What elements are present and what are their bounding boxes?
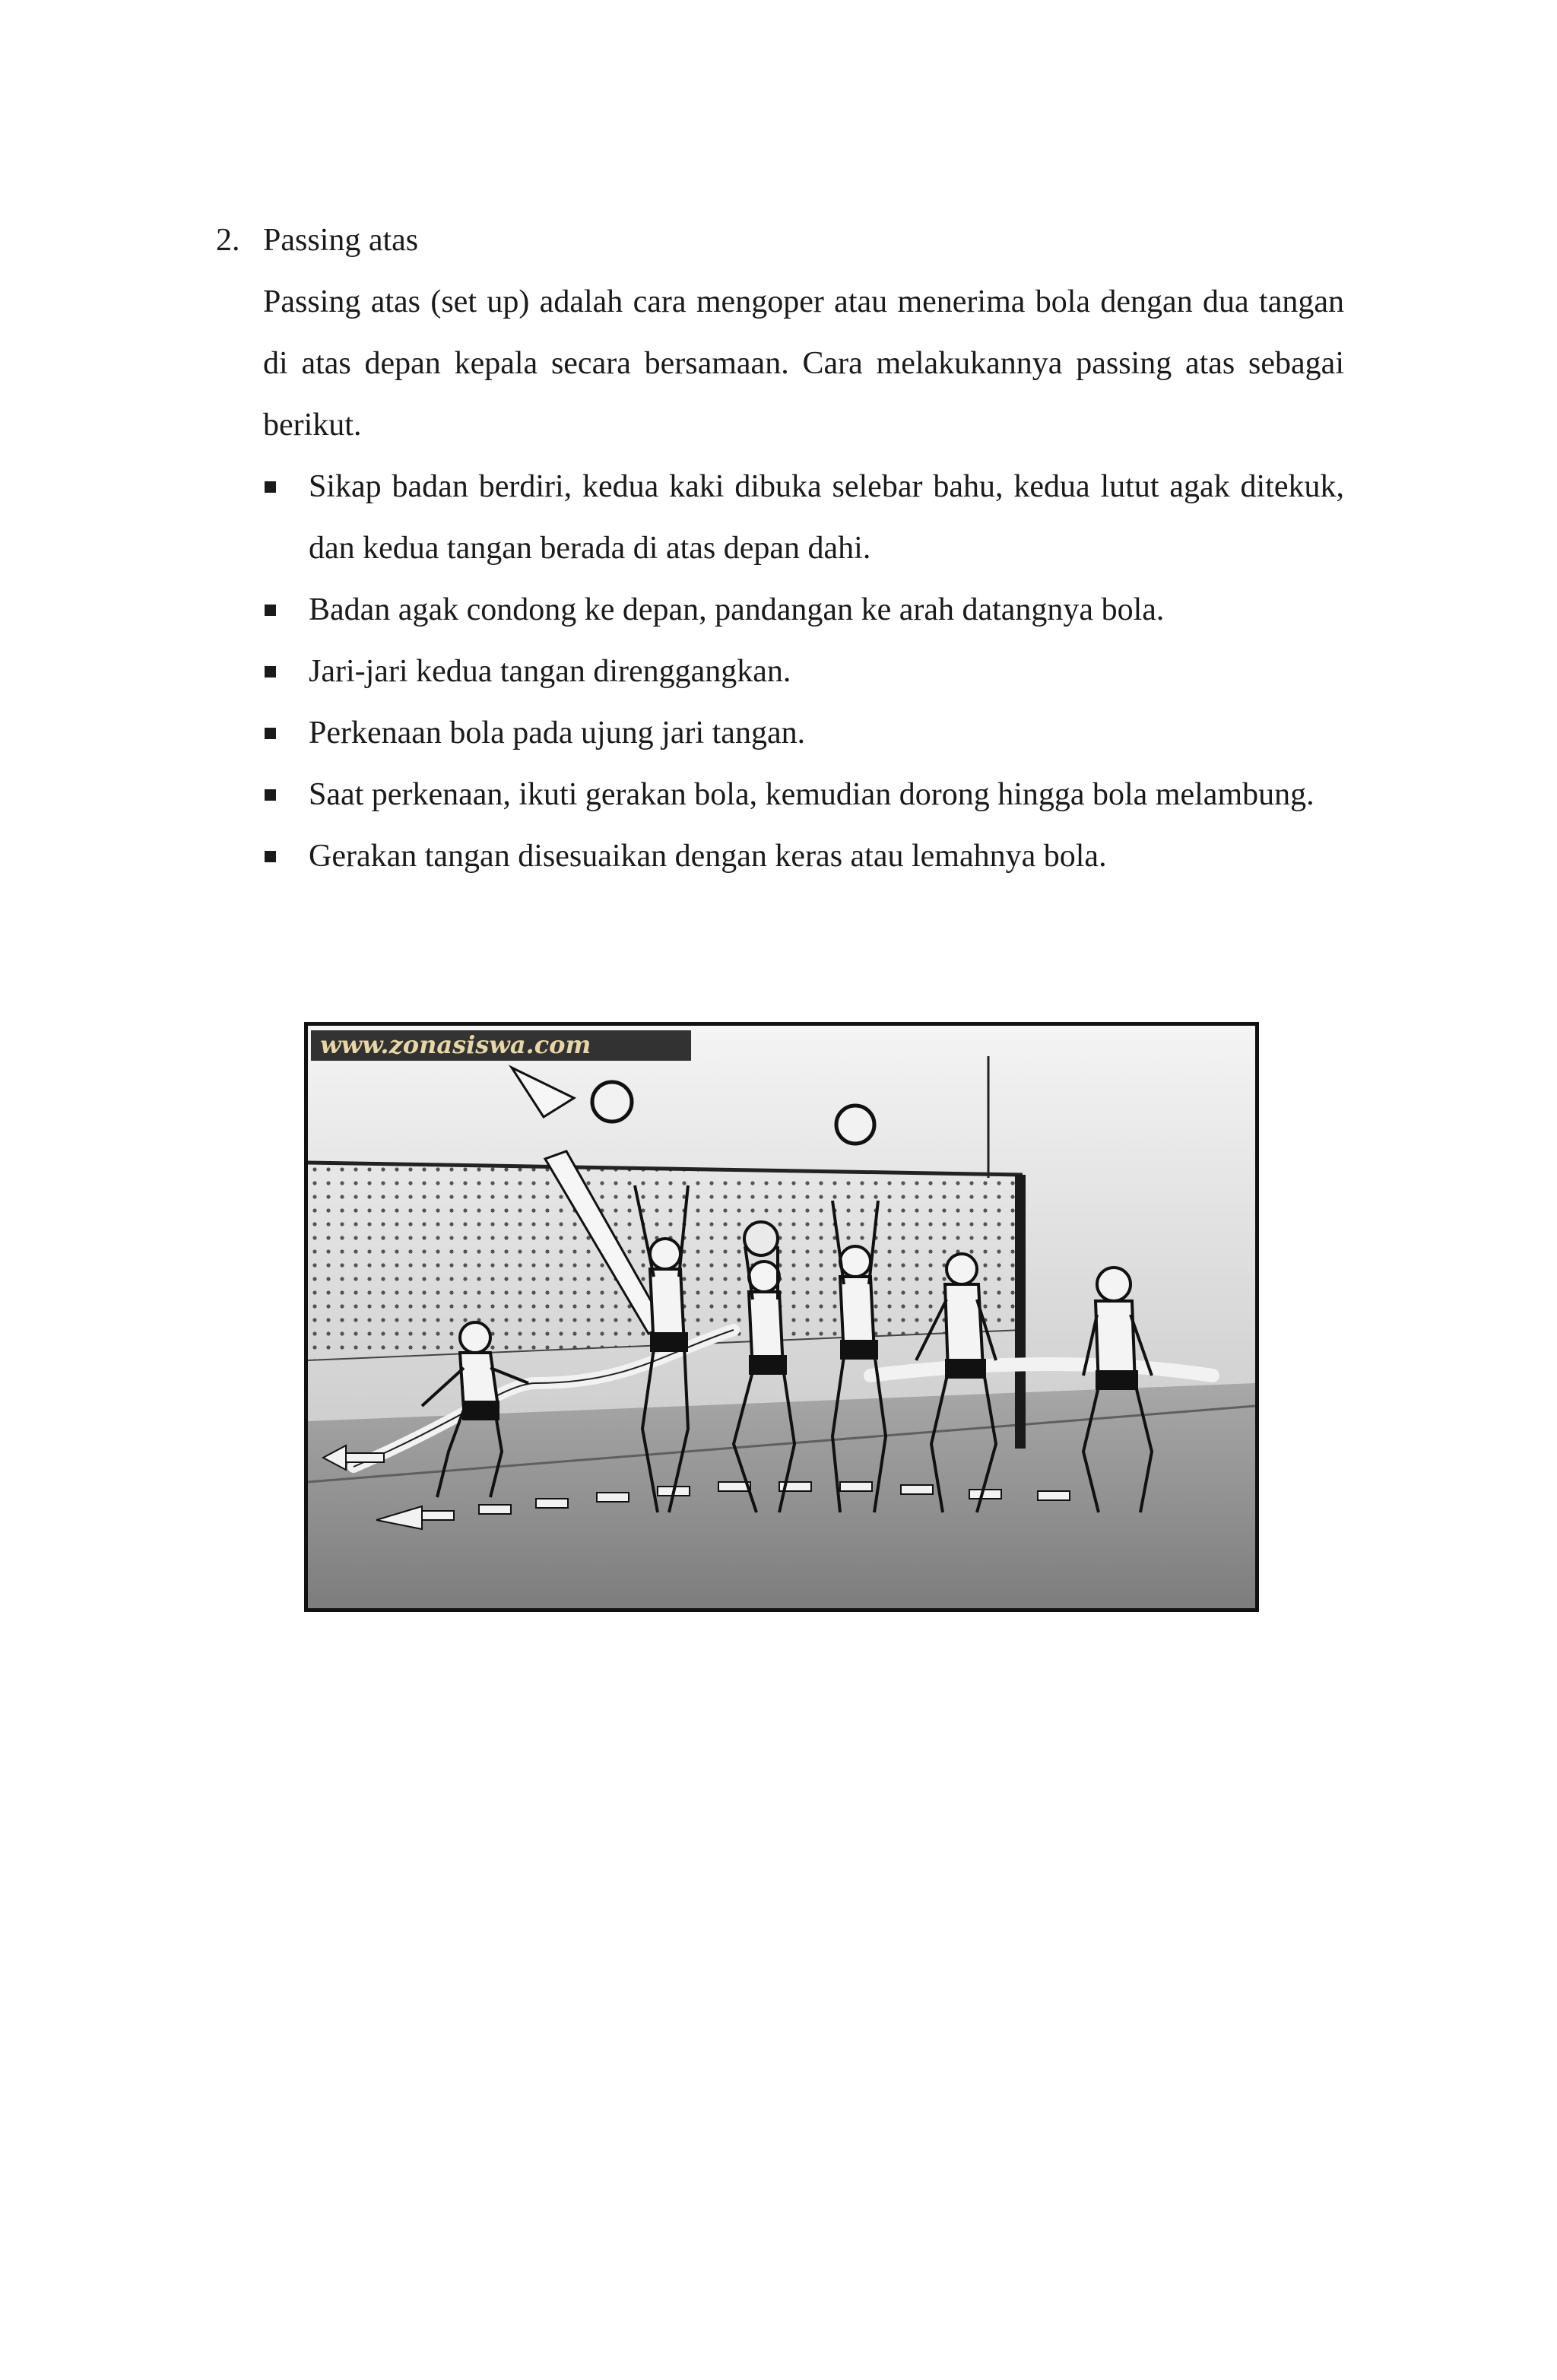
- illustration-canvas: [308, 1026, 1255, 1608]
- bullet-text: Sikap badan berdiri, kedua kaki dibuka selebar bahu, kedua lutut agak ditekuk, dan kedua tangan berada di atas depan dahi.: [309, 469, 1344, 566]
- intro-paragraph: Passing atas (set up) adalah cara mengoper atau menerima bola dengan dua tangan di atas depan kepala secara bersamaan. Cara melakukannya passing atas sebagai berikut.: [263, 284, 1344, 443]
- ball-icon: [744, 1222, 778, 1255]
- bullet-square-icon: [265, 851, 276, 862]
- list-item: [263, 764, 1344, 826]
- ball-icon: [836, 1106, 874, 1144]
- ball-icon: [592, 1082, 632, 1122]
- volleyball-illustration: [304, 1022, 1259, 1612]
- bullet-text: Saat perkenaan, ikuti gerakan bola, kemudian dorong hingga bola melambung.: [309, 777, 1314, 812]
- list-item: [263, 826, 1344, 887]
- bullet-list: [263, 456, 1344, 887]
- bullet-text: Badan agak condong ke depan, pandangan ke arah datangnya bola.: [309, 592, 1165, 627]
- bullet-text: Jari-jari kedua tangan direnggangkan.: [309, 654, 791, 689]
- list-item: [263, 703, 1344, 764]
- section-number: 2.: [216, 223, 240, 258]
- bullet-text: Gerakan tangan disesuaikan dengan keras atau lemahnya bola.: [309, 839, 1107, 874]
- bullet-square-icon: [265, 481, 276, 493]
- bullet-square-icon: [265, 605, 276, 616]
- net-post: [1015, 1175, 1026, 1449]
- bullet-square-icon: [265, 728, 276, 739]
- watermark-text: www.zonasiswa.com: [320, 1030, 591, 1059]
- list-item: [263, 641, 1344, 703]
- list-item: [263, 456, 1344, 579]
- list-item: [263, 579, 1344, 641]
- watermark: [311, 1030, 691, 1061]
- bullet-text: Perkenaan bola pada ujung jari tangan.: [309, 716, 806, 750]
- section-heading: [216, 210, 1344, 271]
- document-content: [216, 210, 1344, 887]
- bullet-square-icon: [265, 789, 276, 801]
- section-title: Passing atas: [263, 223, 419, 258]
- bullet-square-icon: [265, 666, 276, 678]
